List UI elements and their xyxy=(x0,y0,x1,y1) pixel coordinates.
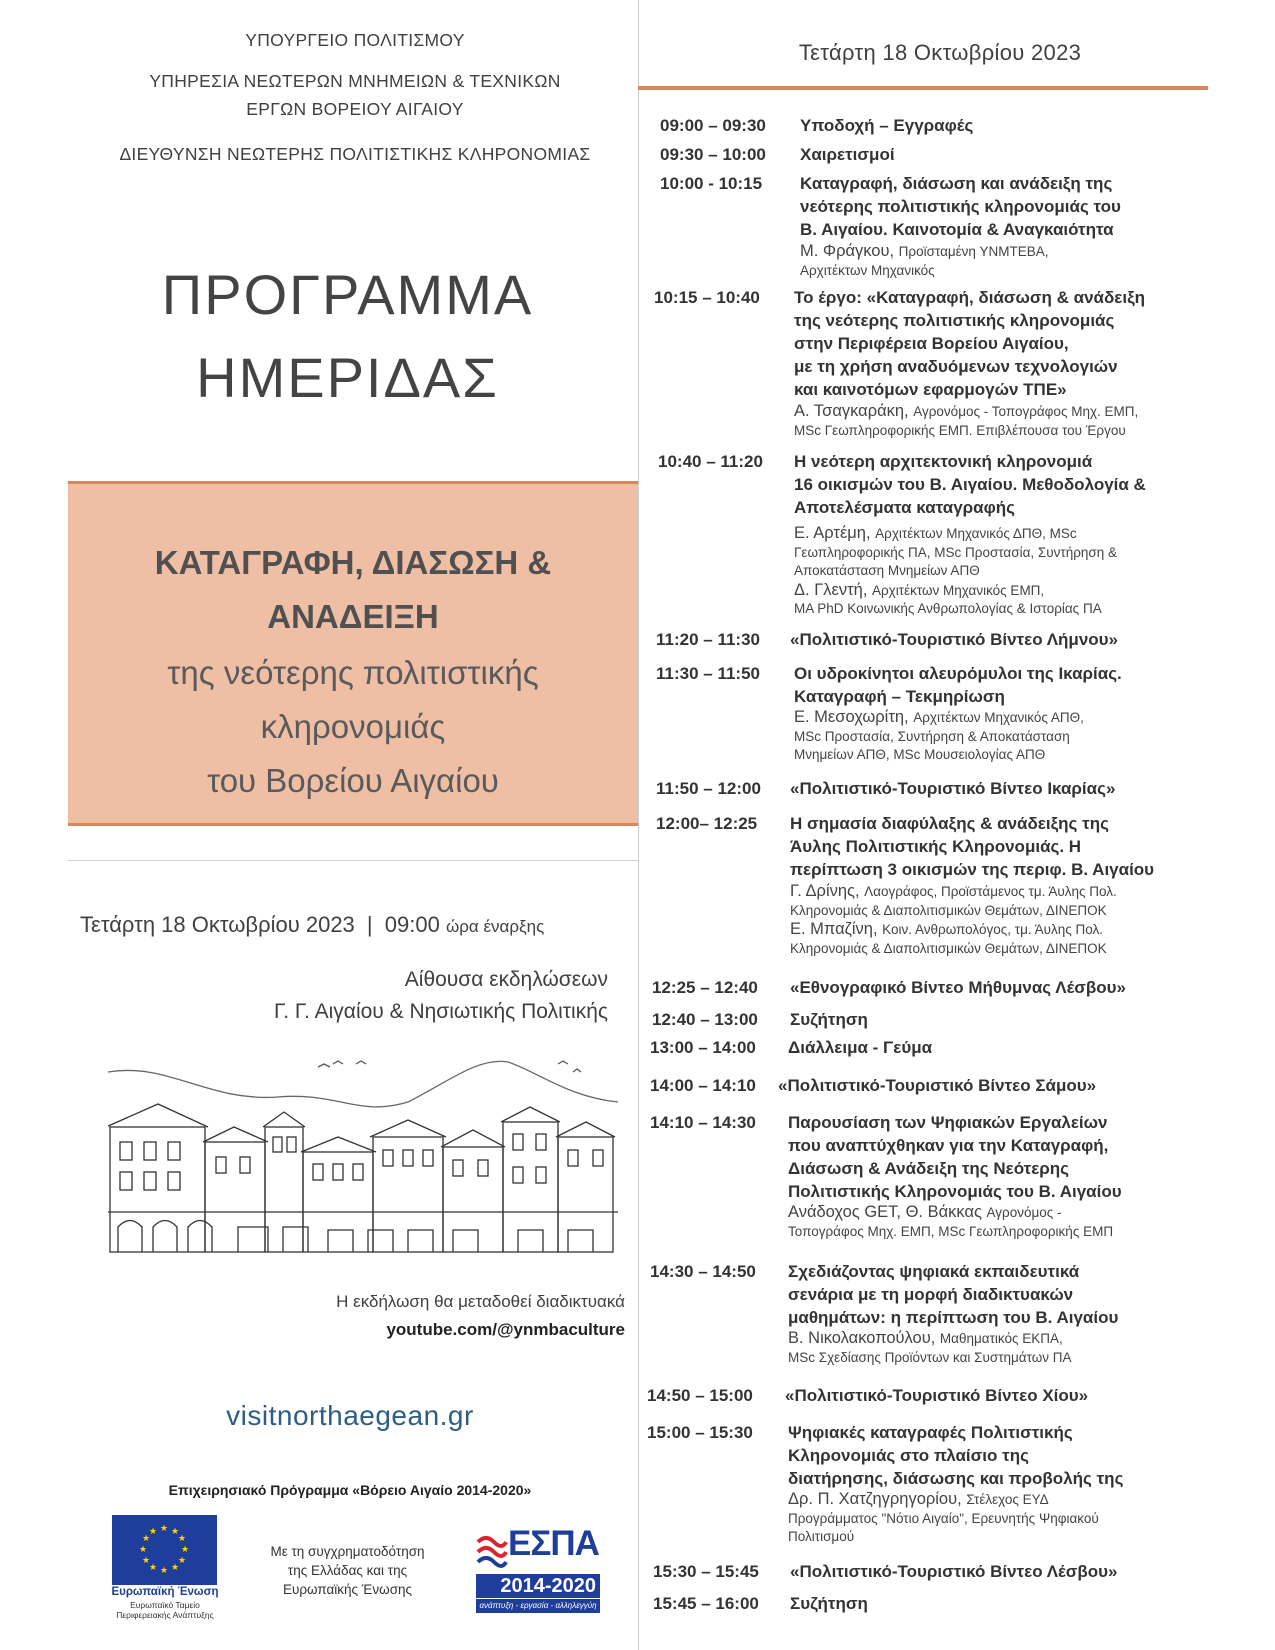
espa-tagline: ανάπτυξη - εργασία - αλληλεγγύη xyxy=(476,1599,600,1613)
town-sketch-illustration xyxy=(108,1042,618,1257)
venue-line1: Αίθουσα εκδηλώσεων xyxy=(404,968,608,991)
speaker-line: Μνημείων ΑΠΘ, MSc Μουσειολογίας ΑΠΘ xyxy=(794,747,1046,762)
website-link[interactable]: visitnorthaegean.gr xyxy=(226,1400,474,1431)
schedule-title xyxy=(785,1384,1088,1407)
schedule-title-line: Διάλλειμα - Γεύμα xyxy=(788,1038,933,1057)
speaker-line: Α. Τσαγκαράκη, Αγρονόμος - Τοπογράφος Μηχ. ΕΜΠ, xyxy=(794,402,1139,420)
schedule-title-line: Διάσωση & Ανάδειξη της Νεότερης xyxy=(788,1159,1070,1178)
speaker-line: Ανάδοχος GET, Θ. Βάκκας Αγρονόμος - xyxy=(788,1203,1062,1221)
schedule-title xyxy=(788,1036,932,1059)
speaker-name: Ε. Μεσοχωρίτη, xyxy=(794,708,914,726)
schedule-title-line: Συζήτηση xyxy=(790,1010,868,1029)
schedule-title-line: και καινοτόμων εφαρμογών ΤΠΕ» xyxy=(794,380,1067,399)
schedule-title-line: Υποδοχή – Εγγραφές xyxy=(800,116,974,135)
eu-fund-caption xyxy=(100,1600,230,1620)
speaker-line: Κληρονομιάς & Διαπολιτισμικών Θεμάτων, ΔΙΝΕΠΟΚ xyxy=(790,902,1107,918)
schedule-title-line: Β. Αιγαίου. Καινοτομία & Αναγκαιότητα xyxy=(800,220,1114,239)
speaker-line: MSc Γεωπληροφορικής ΕΜΠ. Επιβλέπουσα του Έργου xyxy=(794,422,1126,438)
schedule-title-line: Η σημασία διαφύλαξης & ανάδειξης της xyxy=(790,814,1109,833)
speaker-name: Γ. Δρίνης, xyxy=(790,882,865,900)
schedule-title-line: μαθημάτων: η περίπτωση του Β. Αιγαίου xyxy=(788,1308,1119,1327)
speaker-line: Κληρονομιάς & Διαπολιτισμικών Θεμάτων, ΔΙΝΕΠΟΚ xyxy=(790,940,1107,956)
schedule-time: 09:00 – 09:30 xyxy=(660,116,766,135)
theme-line3: του Βορείου Αιγαίου xyxy=(207,762,499,799)
schedule-title-line: Ψηφιακές καταγραφές Πολιτιστικής xyxy=(788,1423,1073,1442)
schedule-time: 15:45 – 16:00 xyxy=(653,1594,759,1613)
eu-flag-logo xyxy=(112,1515,217,1585)
speaker-line: Αρχιτέκτων Μηχανικός xyxy=(800,262,935,278)
operational-program: Επιχειρησιακό Πρόγραμμα «Βόρειο Αιγαίο 2014-2020» xyxy=(168,1482,532,1498)
schedule-time: 10:15 – 10:40 xyxy=(654,288,760,307)
schedule-time: 12:25 – 12:40 xyxy=(652,978,758,997)
speaker-name: Ε. Αρτέμη, xyxy=(794,524,876,542)
cofunding-note xyxy=(250,1542,445,1599)
schedule-title-line: «Πολιτιστικό-Τουριστικό Βίντεο Χίου» xyxy=(785,1386,1089,1405)
theme-line1: της νεότερης πολιτιστικής xyxy=(167,654,539,691)
schedule-title-line: Η νεότερη αρχιτεκτονική κληρονομιά xyxy=(794,452,1093,471)
schedule-title-line: Καταγραφή – Τεκμηρίωση xyxy=(794,687,1005,706)
schedule-title xyxy=(778,1074,1096,1097)
schedule-title xyxy=(794,286,1145,401)
speaker-line: Ε. Μεσοχωρίτη, Αρχιτέκτων Μηχανικός ΑΠΘ, xyxy=(794,708,1084,726)
schedule-rule xyxy=(638,86,1208,90)
schedule-speakers xyxy=(788,1203,1113,1241)
service-name-line2: ΕΡΓΩΝ ΒΟΡΕΙΟΥ ΑΙΓΑΙΟΥ xyxy=(246,99,464,119)
schedule-time: 10:00 - 10:15 xyxy=(660,174,763,193)
schedule-title xyxy=(800,172,1121,241)
cofund-line1: Με τη συγχρηματοδότηση xyxy=(270,1544,425,1559)
schedule-title-line: Παρουσίαση των Ψηφιακών Εργαλείων xyxy=(788,1113,1108,1132)
schedule-title-line: «Πολιτιστικό-Τουριστικό Βίντεο Σάμου» xyxy=(778,1076,1097,1095)
left-separator xyxy=(68,860,638,861)
schedule-time: 15:30 – 15:45 xyxy=(653,1562,759,1581)
schedule-title-line: Το έργο: «Καταγραφή, διάσωση & ανάδειξη xyxy=(794,288,1146,307)
speaker-name: Δ. Γλεντή, xyxy=(794,580,872,599)
svg-text:★: ★ xyxy=(170,1563,180,1573)
speaker-line: Πολιτισμού xyxy=(788,1529,855,1544)
schedule-title-line: «Εθνογραφικό Βίντεο Μήθυμνας Λέσβου» xyxy=(790,978,1126,997)
schedule-time: 12:40 – 13:00 xyxy=(652,1010,758,1029)
schedule-title-line: της νεότερης πολιτιστικής κληρονομιάς xyxy=(794,311,1115,330)
schedule-title xyxy=(794,450,1146,519)
schedule-title-line: Χαιρετισμοί xyxy=(800,145,895,164)
schedule-title-line: Αποτελέσματα καταγραφής xyxy=(794,498,1016,517)
start-time-note: ώρα έναρξης xyxy=(445,917,545,936)
svg-text:★: ★ xyxy=(148,1563,158,1573)
svg-text:★: ★ xyxy=(177,1556,187,1566)
svg-text:★: ★ xyxy=(177,1534,187,1544)
date-separator: | xyxy=(366,912,373,937)
schedule-speakers xyxy=(790,882,1117,958)
speaker-line: Ε. Μπαζίνη, Κοιν. Ανθρωπολόγος, τμ. Άυλης Πολ. xyxy=(790,920,1104,938)
schedule-title-line: «Πολιτιστικό-Τουριστικό Βίντεο Λήμνου» xyxy=(790,630,1119,649)
schedule-title xyxy=(790,1008,868,1031)
schedule-title xyxy=(788,1421,1123,1490)
schedule-time: 11:50 – 12:00 xyxy=(656,779,761,798)
schedule-title-line: νεότερης πολιτιστικής κληρονομιάς του xyxy=(800,197,1121,216)
schedule-speakers xyxy=(788,1329,1072,1367)
speaker-line: Ε. Αρτέμη, Αρχιτέκτων Μηχανικός ΔΠΘ, MSc xyxy=(794,524,1077,542)
schedule-title-line: «Πολιτιστικό-Τουριστικό Βίντεο Ικαρίας» xyxy=(790,779,1116,798)
schedule-speakers xyxy=(794,524,1117,619)
speaker-name: Δρ. Π. Χατζηγρηγορίου, xyxy=(788,1490,967,1508)
schedule-date: Τετάρτη 18 Οκτωβρίου 2023 xyxy=(798,40,1082,65)
schedule-title-line: διατήρησης, διάσωσης και προβολής της xyxy=(788,1469,1124,1488)
schedule-title xyxy=(790,1592,868,1615)
schedule-time: 12:00– 12:25 xyxy=(656,814,758,833)
speaker-name: Ε. Μπαζίνη, xyxy=(790,920,883,938)
espa-logo xyxy=(472,1524,600,1624)
schedule-title-line: Κληρονομιάς στο πλαίσιο της xyxy=(788,1446,1029,1465)
schedule-title xyxy=(790,628,1118,651)
event-date-line xyxy=(80,912,640,938)
theme-bold-line1: ΚΑΤΑΓΡΑΦΗ, ΔΙΑΣΩΣΗ & xyxy=(154,544,552,581)
speaker-line: Δρ. Π. Χατζηγρηγορίου, Στέλεχος ΕΥΔ xyxy=(788,1490,1049,1508)
cofund-line3: Ευρωπαϊκής Ένωσης xyxy=(282,1582,413,1597)
event-start-time: 09:00 xyxy=(384,912,440,937)
schedule-title xyxy=(800,143,895,166)
schedule-title xyxy=(790,777,1115,800)
speaker-line: Τοπογράφος Μηχ. ΕΜΠ, MSc Γεωπληροφορικής ΕΜΠ xyxy=(788,1223,1114,1239)
cofund-line2: της Ελλάδας και της xyxy=(287,1563,408,1578)
program-title-line1: ΠΡΟΓΡΑΜΜΑ xyxy=(161,263,534,326)
svg-text:★: ★ xyxy=(159,1566,169,1576)
eu-caption: Ευρωπαϊκή Ένωση xyxy=(111,1586,219,1598)
speaker-line: Μ. Φράγκου, Προϊσταμένη ΥΝΜΤΕΒΑ, xyxy=(800,242,1049,260)
service-name-line1: ΥΠΗΡΕΣΙΑ ΝΕΩΤΕΡΩΝ ΜΝΗΜΕΙΩΝ & ΤΕΧΝΙΚΩΝ xyxy=(149,71,561,91)
schedule-title-line: Σχεδιάζοντας ψηφιακά εκπαιδευτικά xyxy=(788,1262,1080,1281)
schedule-time: 14:30 – 14:50 xyxy=(650,1262,756,1281)
speaker-line: Προγράμματος "Νότιο Αιγαίο", Ερευνητής Ψηφιακού xyxy=(788,1510,1099,1526)
schedule-title xyxy=(790,976,1126,999)
speaker-name: Ανάδοχος GET, Θ. Βάκκας xyxy=(788,1203,987,1221)
schedule-title-line: «Πολιτιστικό-Τουριστικό Βίντεο Λέσβου» xyxy=(790,1562,1118,1581)
speaker-name: Β. Νικολακοπούλου, xyxy=(788,1329,940,1347)
schedule-time: 15:00 – 15:30 xyxy=(647,1423,753,1442)
speaker-line: Γεωπληροφορικής ΠΑ, MSc Προστασία, Συντήρηση & xyxy=(794,544,1117,560)
svg-text:★: ★ xyxy=(148,1527,158,1537)
speaker-line: MA PhD Κοινωνικής Ανθρωπολογίας & Ιστορίας ΠΑ xyxy=(794,601,1102,616)
schedule-title xyxy=(790,812,1154,881)
schedule-title-line: με τη χρήση αναδυόμενων τεχνολογιών xyxy=(794,357,1118,376)
schedule-time: 11:20 – 11:30 xyxy=(656,630,760,649)
svg-text:★: ★ xyxy=(141,1534,151,1544)
schedule-title-line: Συζήτηση xyxy=(790,1594,868,1613)
speaker-name: Μ. Φράγκου, xyxy=(800,242,899,260)
svg-text:★: ★ xyxy=(170,1527,180,1537)
theme-box xyxy=(68,481,638,826)
theme-bold-line2: ΑΝΑΔΕΙΞΗ xyxy=(267,598,439,635)
schedule-speakers xyxy=(788,1490,1099,1547)
schedule-title xyxy=(790,1560,1117,1583)
ministry-name: ΥΠΟΥΡΓΕΙΟ ΠΟΛΙΤΙΣΜΟΥ xyxy=(245,30,465,50)
schedule-title xyxy=(794,662,1122,708)
schedule-time: 09:30 – 10:00 xyxy=(660,145,766,164)
schedule-time: 14:10 – 14:30 xyxy=(650,1113,756,1132)
svg-text:★: ★ xyxy=(159,1524,169,1534)
event-date: Τετάρτη 18 Οκτωβρίου 2023 xyxy=(80,912,355,937)
speaker-line: Γ. Δρίνης, Λαογράφος, Προϊστάμενος τμ. Άυλης Πολ. xyxy=(790,882,1117,900)
stream-note: Η εκδήλωση θα μεταδοθεί διαδικτυακά xyxy=(336,1292,625,1311)
stream-link[interactable]: youtube.com/@ynmbaculture xyxy=(386,1320,625,1339)
schedule-speakers xyxy=(800,242,1048,280)
speaker-line: MSc Σχεδίασης Προϊόντων και Συστημάτων ΠΑ xyxy=(788,1349,1072,1365)
svg-text:★: ★ xyxy=(141,1556,151,1566)
eu-fund-line1: Ευρωπαϊκό Ταμείο xyxy=(130,1600,200,1610)
schedule-time: 14:00 – 14:10 xyxy=(650,1076,756,1095)
espa-title: ΕΣΠΑ xyxy=(508,1524,599,1563)
directorate-name: ΔΙΕΥΘΥΝΣΗ ΝΕΩΤΕΡΗΣ ΠΟΛΙΤΙΣΤΙΚΗΣ ΚΛΗΡΟΝΟΜΙΑΣ xyxy=(119,144,591,164)
espa-years: 2014-2020 xyxy=(476,1574,600,1598)
schedule-title-line: που αναπτύχθηκαν για την Καταγραφή, xyxy=(788,1136,1109,1155)
speaker-line: Δ. Γλεντή, Αρχιτέκτων Μηχανικός ΕΜΠ, xyxy=(794,580,1045,599)
schedule-title-line: 16 οικισμών του Β. Αιγαίου. Μεθοδολογία & xyxy=(794,475,1146,494)
eu-fund-line2: Περιφερειακής Ανάπτυξης xyxy=(116,1610,214,1620)
column-divider xyxy=(638,0,639,1650)
program-title-line2: ΗΜΕΡΙΔΑΣ xyxy=(196,346,499,409)
schedule-title xyxy=(800,114,973,137)
theme-line2: κληρονομιάς xyxy=(260,708,446,745)
schedule-time: 11:30 – 11:50 xyxy=(656,664,760,683)
speaker-line: Αποκατάσταση Μνημείων ΑΠΘ xyxy=(794,563,980,578)
schedule-title-line: Καταγραφή, διάσωση και ανάδειξη της xyxy=(800,174,1113,193)
svg-text:★: ★ xyxy=(138,1545,148,1555)
venue-line2: Γ. Γ. Αιγαίου & Νησιωτικής Πολιτικής xyxy=(273,1000,608,1023)
speaker-line: MSc Προστασία, Συντήρηση & Αποκατάσταση xyxy=(794,728,1070,744)
schedule-title-line: περίπτωση 3 οικισμών της περιφ. Β. Αιγαίου xyxy=(790,860,1155,879)
schedule-speakers xyxy=(794,402,1138,440)
schedule-title-line: σενάρια με τη μορφή διαδικτυακών xyxy=(788,1285,1074,1304)
speaker-line: Β. Νικολακοπούλου, Μαθηματικός ΕΚΠΑ, xyxy=(788,1329,1063,1347)
schedule-time: 13:00 – 14:00 xyxy=(650,1038,756,1057)
svg-text:★: ★ xyxy=(180,1545,190,1555)
schedule-title-line: Πολιτιστικής Κληρονομιάς του Β. Αιγαίου xyxy=(788,1182,1122,1201)
schedule-title xyxy=(788,1260,1118,1329)
schedule-title xyxy=(788,1111,1122,1203)
espa-wave-icon xyxy=(476,1532,508,1568)
schedule-time: 10:40 – 11:20 xyxy=(658,452,763,471)
schedule-title-line: στην Περιφέρεια Βορείου Αιγαίου, xyxy=(794,334,1069,353)
schedule-speakers xyxy=(794,708,1084,765)
schedule-title-line: Άυλης Πολιτιστικής Κληρονομιάς. Η xyxy=(790,837,1082,856)
speaker-name: Α. Τσαγκαράκη, xyxy=(794,402,914,420)
schedule-title-line: Οι υδροκίνητοι αλευρόμυλοι της Ικαρίας. xyxy=(794,664,1122,683)
schedule-time: 14:50 – 15:00 xyxy=(647,1386,753,1405)
